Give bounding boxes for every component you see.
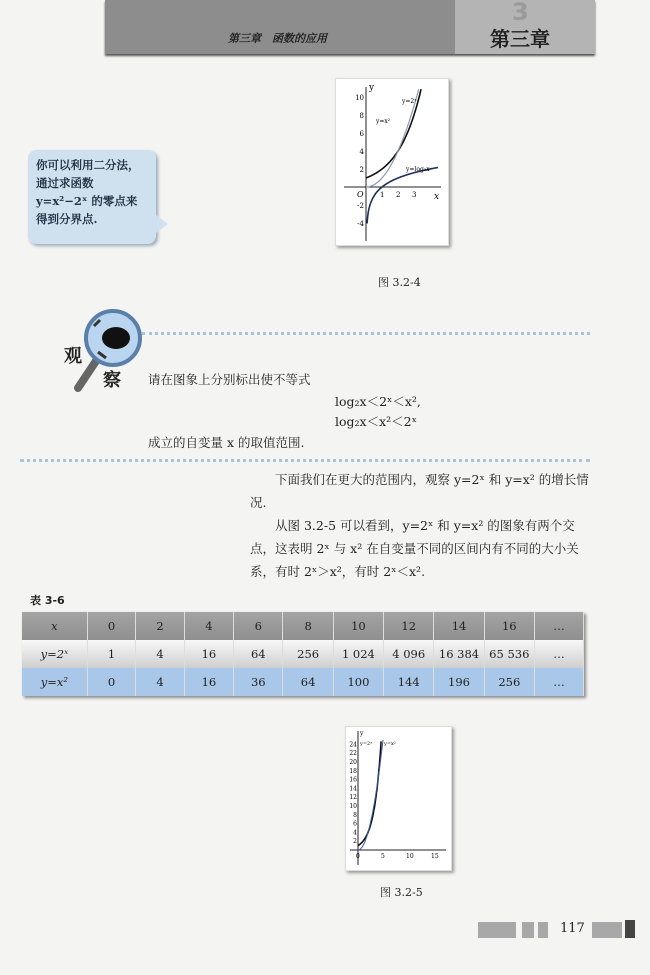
y-tick-label: 24 [349, 741, 357, 749]
y-tick-label: 2 [353, 838, 357, 846]
table-cell: 64 [283, 668, 333, 696]
table-cell: 16 [484, 612, 534, 640]
footer-bar [592, 922, 622, 938]
x-tick-label: 10 [406, 853, 414, 860]
row-header: y=2ˣ [22, 640, 87, 668]
y-tick-label: 12 [349, 794, 357, 802]
y-tick-label: 8 [353, 811, 357, 819]
footer-bar [478, 922, 516, 938]
table-cell: 256 [283, 640, 333, 668]
figure-2-caption: 图 3.2-5 [380, 886, 423, 899]
y-tick-label: 18 [349, 767, 357, 775]
figure-2 [345, 726, 452, 871]
table-cell: 16 [184, 640, 233, 668]
label-2-pow-x: y=2ˣ [360, 741, 373, 747]
note-arrow-icon [156, 215, 168, 233]
curve-log2-x [367, 168, 438, 224]
data-table [22, 612, 584, 696]
x-tick-label: 2 [396, 191, 401, 199]
table-cell: 4 096 [384, 640, 434, 668]
figure-1-plot [336, 79, 448, 245]
table-cell: … [534, 640, 583, 668]
y-tick-label: 8 [359, 112, 364, 120]
x-tick-label: 3 [412, 191, 417, 199]
origin-label: O [357, 190, 364, 199]
table-cell: 4 [184, 612, 233, 640]
observe-intro: 请在图象上分别标出使不等式 [148, 372, 311, 387]
page-number: 117 [560, 921, 585, 936]
y-tick-label: 10 [349, 803, 357, 810]
y-tick-label: -4 [357, 220, 364, 228]
observe-outro: 成立的自变量 x 的取值范围. [148, 435, 305, 450]
inequality-1: log₂x＜2ˣ＜x², [335, 394, 421, 409]
label-log2-x: y=log₂x [406, 166, 430, 173]
side-note: 你可以利用二分法，通过求函数 y=x²−2ˣ 的零点来得到分界点. [28, 150, 156, 244]
table-cell: 8 [283, 612, 333, 640]
table-cell: 10 [333, 612, 383, 640]
table-cell: 6 [234, 612, 283, 640]
y-tick-label: 22 [349, 750, 357, 758]
observe-title-2: 察 [103, 370, 121, 391]
table-cell: 144 [384, 668, 434, 696]
x-tick-label: 1 [380, 191, 385, 199]
figure-2-plot [346, 727, 451, 870]
row-header: x [22, 612, 87, 640]
curve-x-squared [358, 740, 383, 850]
x-tick-label: 0 [356, 853, 360, 860]
y-tick-label: 4 [359, 148, 364, 156]
table-cell: 1 [87, 640, 135, 668]
table-cell: 100 [333, 668, 383, 696]
x-tick-label: 15 [431, 853, 439, 860]
table-cell: 64 [234, 640, 283, 668]
table-cell: 16 384 [434, 640, 484, 668]
y-tick-label: 2 [359, 166, 364, 174]
table-row [22, 612, 584, 640]
divider-bottom [20, 459, 590, 462]
chapter-number: 3 [512, 0, 529, 26]
table-cell: 36 [234, 668, 283, 696]
table-row [22, 640, 584, 668]
running-title: 第三章 函数的应用 [228, 32, 327, 45]
chapter-tab: 第三章 [490, 27, 550, 51]
curve-2-pow-x [358, 741, 381, 845]
body-text [250, 468, 590, 583]
y-axis-label: y [369, 83, 375, 93]
row-header: y=x² [22, 668, 87, 696]
table-cell: 1 024 [333, 640, 383, 668]
table-cell: 196 [434, 668, 484, 696]
divider-top [142, 332, 590, 335]
y-tick-label: 14 [349, 785, 357, 793]
table-cell: 12 [384, 612, 434, 640]
y-tick-label: -2 [357, 202, 364, 210]
x-tick-label: 5 [381, 853, 385, 860]
table-cell: … [534, 668, 583, 696]
table-cell: 0 [87, 612, 135, 640]
table-cell: 16 [184, 668, 233, 696]
table-cell: 14 [434, 612, 484, 640]
paragraph-1: 下面我们在更大的范围内，观察 y=2ˣ 和 y=x² 的增长情况. [250, 472, 589, 510]
table-row [22, 668, 584, 696]
table-cell: 4 [136, 668, 184, 696]
y-tick-label: 16 [349, 776, 357, 784]
paragraph-2: 从图 3.2-5 可以看到，y=2ˣ 和 y=x² 的图象有两个交点，这表明 2ˣ 与 x² 在自变量不同的区间内有不同的大小关系，有时 2ˣ＞x²，有时 2ˣ＜x². [250, 518, 579, 579]
footer-bar [522, 922, 534, 938]
label-2-pow-x: y=2ˣ [402, 98, 417, 105]
table-cell: 4 [136, 640, 184, 668]
label-x-squared: y=x² [376, 118, 391, 125]
x-axis-label: x [434, 192, 440, 202]
footer-bar [625, 920, 635, 938]
y-tick-label: 4 [353, 829, 357, 837]
y-tick-label: 6 [353, 820, 357, 828]
figure-1-caption: 图 3.2-4 [378, 276, 421, 289]
y-tick-label: 10 [355, 94, 364, 102]
y-tick-label: 20 [349, 759, 357, 766]
footer-bar [538, 922, 548, 938]
y-tick-label: 6 [359, 130, 364, 138]
table-label: 表 3-6 [30, 594, 65, 607]
table-cell: 0 [87, 668, 135, 696]
table-cell: 256 [484, 668, 534, 696]
figure-1 [335, 78, 449, 246]
y-axis-label: y [360, 730, 364, 737]
table-cell: 65 536 [484, 640, 534, 668]
table-cell: 2 [136, 612, 184, 640]
label-x-squared: y=x² [384, 741, 396, 747]
observe-title-1: 观 [64, 346, 82, 367]
table-cell: … [534, 612, 583, 640]
inequality-2: log₂x＜x²＜2ˣ [335, 414, 417, 429]
